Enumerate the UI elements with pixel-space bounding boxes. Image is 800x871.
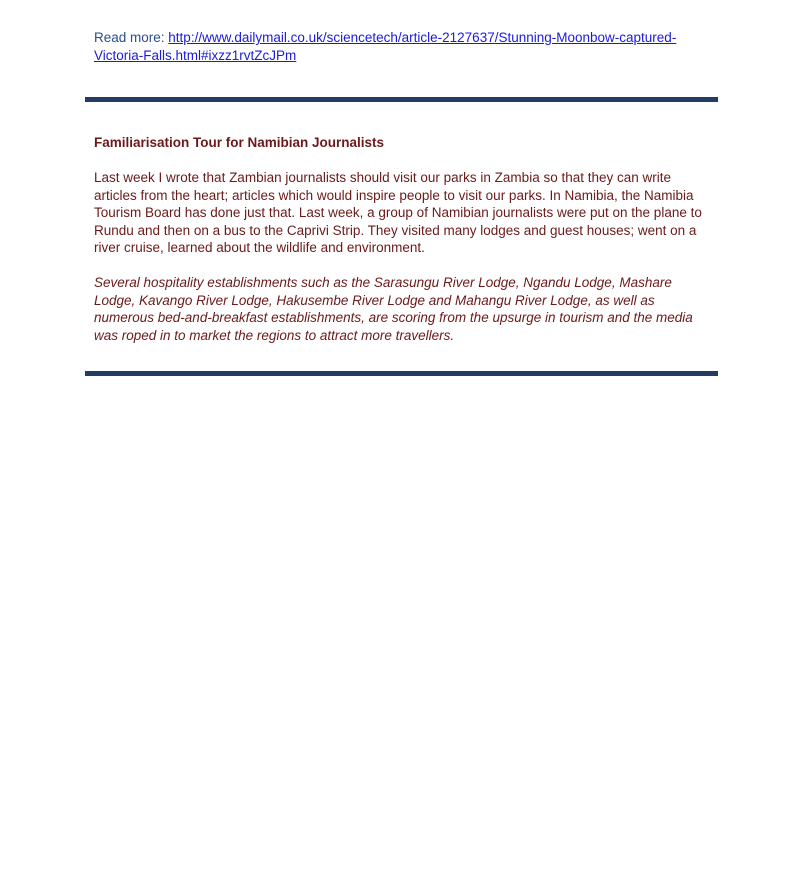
article-quote: Several hospitality establishments such as the Sarasungu River Lodge, Ngandu Lodge, Mashare Lodge, Kavango River Lodge, Hakusembe River Lodge and Mahangu River Lodge, as well as numerous bed-and-breakfast establishments, are scoring from the upsurge in tourism and the media was roped in to market the regions to attract more travellers. <box>94 274 693 343</box>
section-divider-top <box>85 97 718 102</box>
read-more-label: Read more: <box>94 30 169 45</box>
section-divider-bottom <box>85 371 718 376</box>
article-heading: Familiarisation Tour for Namibian Journalists <box>94 135 385 150</box>
article-paragraph: Last week I wrote that Zambian journalists should visit our parks in Zambia so that they can write articles from the heart; articles which would inspire people to visit our parks. In Namibia, the Namibia Tourism Board has done just that. Last week, a group of Namibian journalists were put on the plane to Rundu and then on a bus to the Caprivi Strip. They visited many lodges and guest houses; went on a river cruise, learned about the wildlife and environment. <box>94 170 702 256</box>
read-more-line <box>94 29 724 65</box>
article-section <box>94 134 714 361</box>
read-more-link[interactable]: http://www.dailymail.co.uk/sciencetech/article-2127637/Stunning-Moonbow-captured-Victoria-Falls.html#ixzz1rvtZcJPm <box>94 30 677 63</box>
